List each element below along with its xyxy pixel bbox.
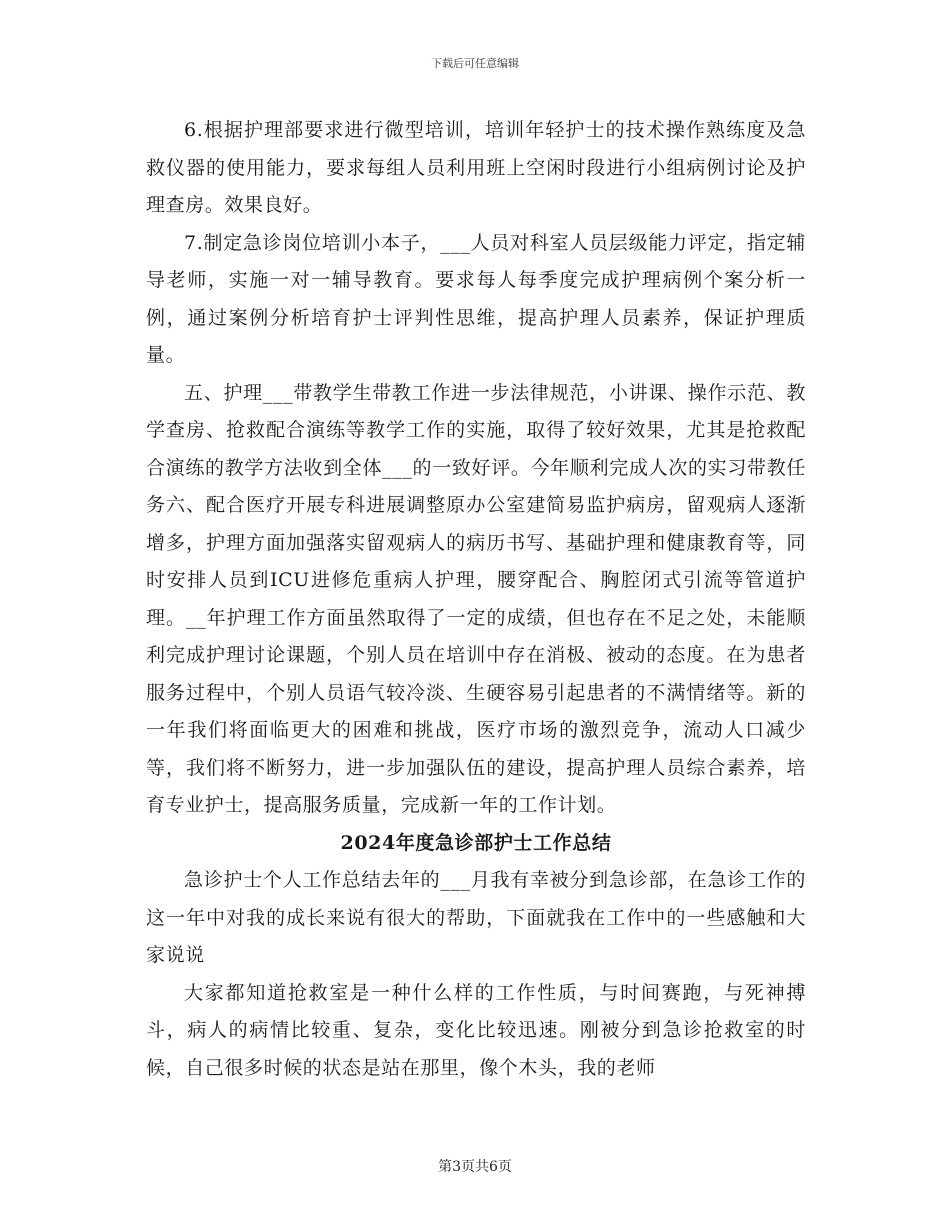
page-header-note: 下载后可任意编辑	[431, 57, 519, 70]
page-number: 第3页共6页	[438, 1159, 512, 1175]
paragraph-section-5: 五、护理___带教学生带教工作进一步法律规范，小讲课、操作示范、教学查房、抢救配合演练等教学工作的实施，取得了较好效果，尤其是抢救配合演练的教学方法收到全体___的一致好评。今年顺利完成人次的实习带教任务六、配合医疗开展专科进展调整原办公室建简易监护病房，留观病人逐渐增多，护理方面加强落实留观病人的病历书写、基础护理和健康教育等，同时安排人员到ICU进修危重病人护理，腰穿配合、胸腔闭式引流等管道护理。__年护理工作方面虽然取得了一定的成绩，但也存在不足之处，未能顺利完成护理讨论课题，个别人员在培训中存在消极、被动的态度。在为患者服务过程中，个别人员语气较冷淡、生硬容易引起患者的不满情绪等。新的一年我们将面临更大的困难和挑战，医疗市场的激烈竞争，流动人口减少等，我们将不断努力，进一步加强队伍的建设，提高护理人员综合素养，培育专业护士，提高服务质量，完成新一年的工作计划。	[146, 381, 806, 816]
paragraph-intro: 急诊护士个人工作总结去年的___月我有幸被分到急诊部，在急诊工作的这一年中对我的成长来说有很大的帮助，下面就我在工作中的一些感触和大家说说	[146, 869, 806, 966]
section-title: 2024年度急诊部护士工作总结	[340, 831, 612, 854]
paragraph-item-6: 6.根据护理部要求进行微型培训，培训年轻护士的技术操作熟练度及急救仪器的使用能力，要求每组人员利用班上空闲时段进行小组病例讨论及护理查房。效果良好。	[146, 119, 806, 216]
paragraph-item-7: 7.制定急诊岗位培训小本子，___人员对科室人员层级能力评定，指定辅导老师，实施一对一辅导教育。要求每人每季度完成护理病例个案分析一例，通过案例分析培育护士评判性思维，提高护理人员素养，保证护理质量。	[146, 231, 806, 366]
paragraph-rescue-room: 大家都知道抢救室是一种什么样的工作性质，与时间赛跑，与死神搏斗，病人的病情比较重、复杂，变化比较迅速。刚被分到急诊抢救室的时候，自己很多时候的状态是站在那里，像个木头，我的老师	[146, 981, 806, 1079]
document-body	[146, 112, 806, 1087]
